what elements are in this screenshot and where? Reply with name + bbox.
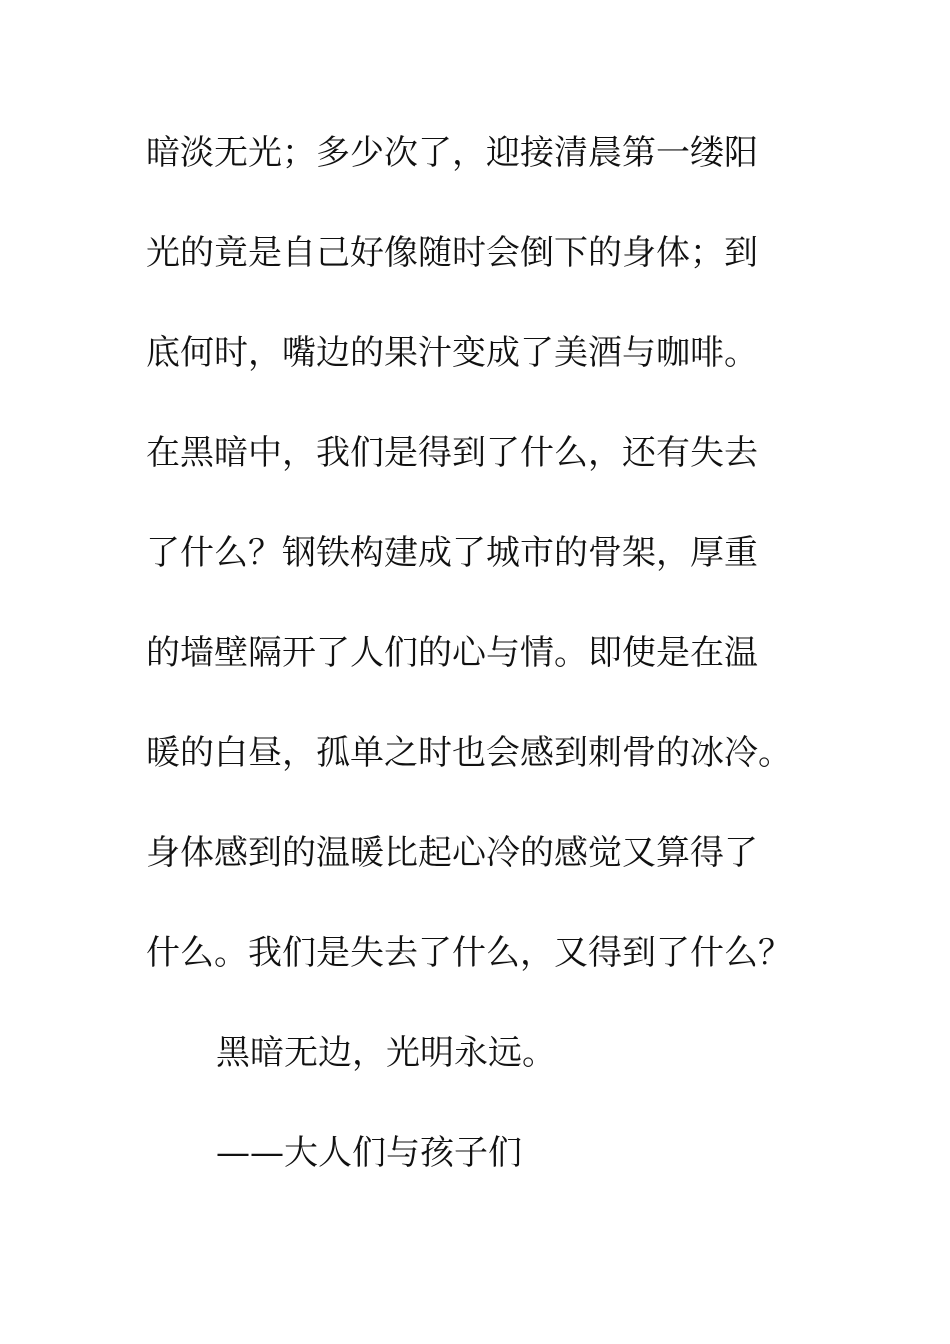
text-line: 了什么？钢铁构建成了城市的骨架，厚重 <box>146 533 758 573</box>
text-line: 在黑暗中，我们是得到了什么，还有失去 <box>146 433 758 473</box>
closing-line: 黑暗无边，光明永远。 <box>216 1033 556 1073</box>
text-line: 的墙壁隔开了人们的心与情。即使是在温 <box>146 633 758 673</box>
signature-line: ——大人们与孩子们 <box>216 1133 522 1173</box>
text-line: 光的竟是自己好像随时会倒下的身体；到 <box>146 233 758 273</box>
text-line: 身体感到的温暖比起心冷的感觉又算得了 <box>146 833 758 873</box>
text-line: 什么。我们是失去了什么，又得到了什么？ <box>146 933 792 973</box>
essay-body <box>146 126 816 1226</box>
text-line: 暖的白昼，孤单之时也会感到刺骨的冰冷。 <box>146 733 792 773</box>
text-line: 底何时，嘴边的果汁变成了美酒与咖啡。 <box>146 333 758 373</box>
text-line: 暗淡无光；多少次了，迎接清晨第一缕阳 <box>146 133 758 173</box>
